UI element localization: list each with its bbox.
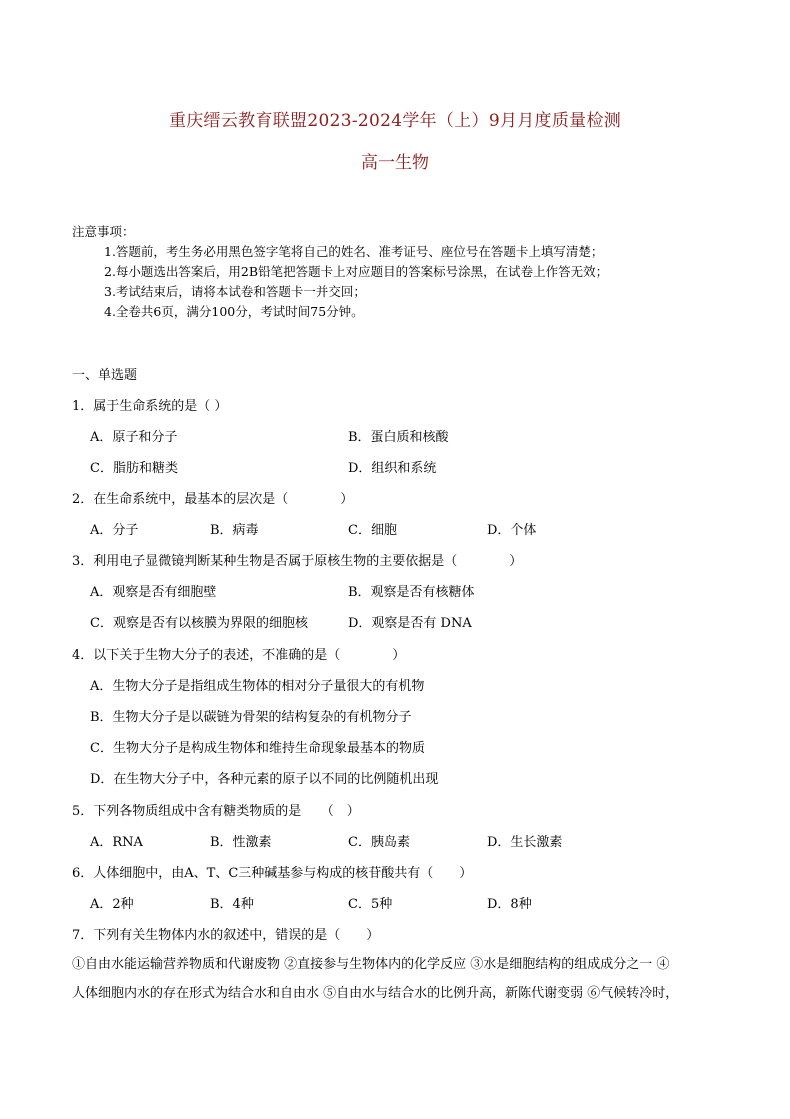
question-stem: 3．利用电子显微镜判断某种生物是否属于原核生物的主要依据是（ ） bbox=[72, 554, 523, 569]
option-b: B．4种 bbox=[210, 897, 254, 912]
option-d: D．在生物大分子中，各种元素的原子以不同的比例随机出现 bbox=[90, 772, 439, 787]
exam-title: 重庆缙云教育联盟2023-2024学年（上）9月月度质量检测 bbox=[168, 111, 622, 131]
question-body bbox=[72, 950, 732, 1008]
option-a: A．观察是否有细胞壁 bbox=[90, 585, 217, 600]
option-c: C．细胞 bbox=[348, 523, 397, 538]
option-d: D．生长激素 bbox=[487, 835, 563, 850]
option-d: D．8种 bbox=[487, 897, 532, 912]
question-body-line: 人体细胞内水的存在形式为结合水和自由水 ⑤自由水与结合水的比例升高，新陈代谢变弱 ⑥气候转冷时， bbox=[72, 986, 679, 1001]
option-a: A．2种 bbox=[90, 897, 134, 912]
notes-item: 4.全卷共6页，满分100分，考试时间75分钟。 bbox=[104, 304, 364, 319]
question-stem: 7．下列有关生物体内水的叙述中，错误的是（ ） bbox=[72, 928, 380, 943]
option-c: C．脂肪和糖类 bbox=[90, 461, 178, 476]
option-b: B．蛋白质和核酸 bbox=[348, 430, 449, 445]
question-stem: 5．下列各物质组成中含有糖类物质的是 （ ） bbox=[72, 804, 360, 819]
option-a: A．原子和分子 bbox=[90, 430, 178, 445]
option-b: B．生物大分子是以碳链为骨架的结构复杂的有机物分子 bbox=[90, 710, 412, 725]
option-c: C．观察是否有以核膜为界限的细胞核 bbox=[90, 616, 308, 631]
option-c: C．5种 bbox=[348, 897, 393, 912]
option-b: B．病毒 bbox=[210, 523, 259, 538]
notes-item: 3.考试结束后，请将本试卷和答题卡一并交回； bbox=[104, 284, 366, 299]
question-stem: 2．在生命系统中，最基本的层次是（ ） bbox=[72, 492, 354, 507]
exam-subject: 高一生物 bbox=[361, 153, 429, 173]
option-a: A．生物大分子是指组成生物体的相对分子量很大的有机物 bbox=[90, 679, 425, 694]
option-a: A．RNA bbox=[90, 835, 143, 850]
notes-item: 1.答题前，考生务必用黑色签字笔将自己的姓名、准考证号、座位号在答题卡上填写清楚； bbox=[104, 244, 604, 259]
option-b: B．性激素 bbox=[210, 835, 272, 850]
question-body-line: ①自由水能运输营养物质和代谢废物 ②直接参与生物体内的化学反应 ③水是细胞结构的组成成分之一 ④ bbox=[72, 957, 670, 972]
question-stem: 6．人体细胞中，由A、T、C三种碱基参与构成的核苷酸共有（ ） bbox=[72, 866, 473, 881]
option-b: B．观察是否有核糖体 bbox=[348, 585, 475, 600]
notes-item: 2.每小题选出答案后，用2B铅笔把答题卡上对应题目的答案标号涂黑，在试卷上作答无效； bbox=[104, 264, 609, 279]
notes-block bbox=[72, 222, 732, 322]
option-a: A．分子 bbox=[90, 523, 139, 538]
option-d: D．观察是否有 DNA bbox=[348, 616, 472, 631]
option-d: D．个体 bbox=[487, 523, 537, 538]
notes-heading: 注意事项： bbox=[72, 224, 135, 239]
section-title: 一、单选题 bbox=[72, 368, 138, 383]
option-c: C．生物大分子是构成生物体和维持生命现象最基本的物质 bbox=[90, 741, 425, 756]
question-stem: 1．属于生命系统的是（ ） bbox=[72, 399, 228, 414]
option-c: C．胰岛素 bbox=[348, 835, 410, 850]
question-stem: 4．以下关于生物大分子的表述，不准确的是（ ） bbox=[72, 648, 406, 663]
option-d: D．组织和系统 bbox=[348, 461, 437, 476]
